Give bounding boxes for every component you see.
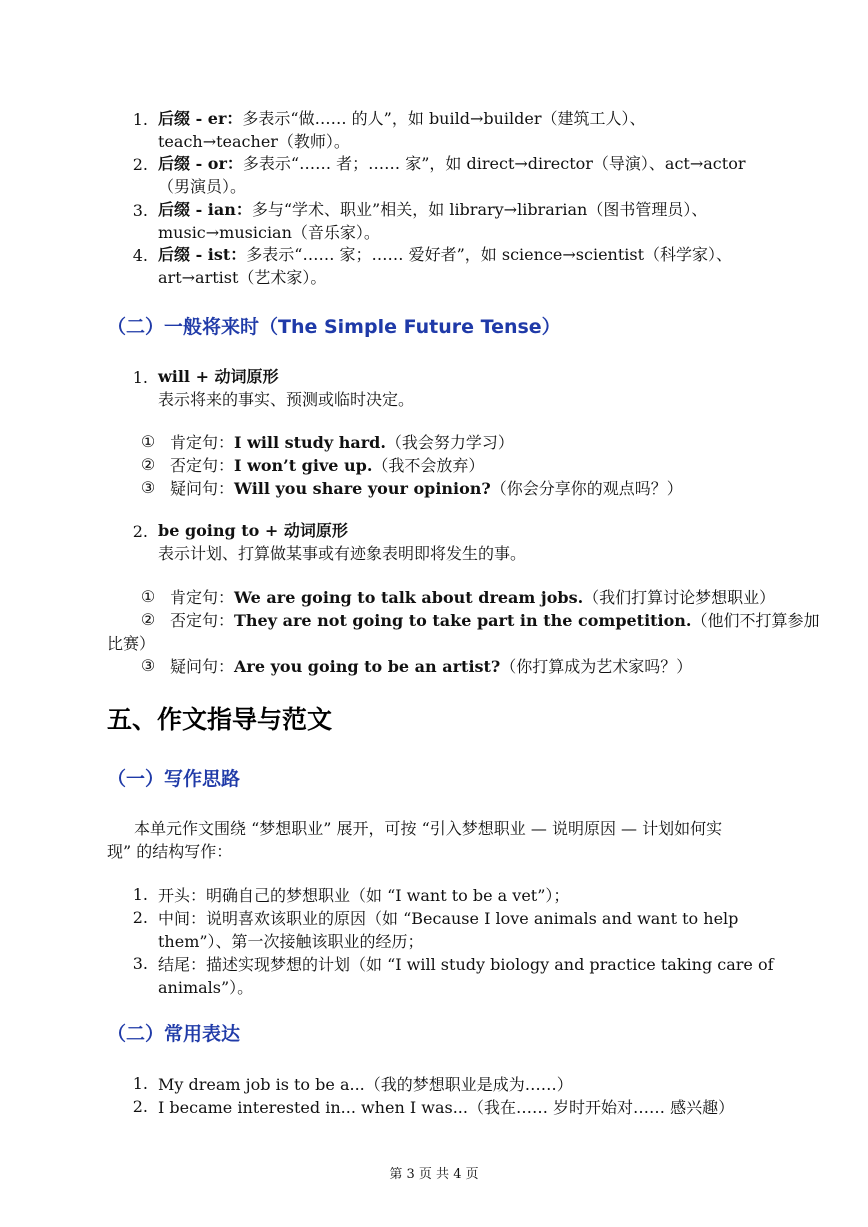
example-chinese: （我们打算讨论梦想职业） [583, 588, 776, 607]
sentence-type: 疑问句： [170, 657, 235, 676]
suffix-item-er [158, 108, 764, 130]
suffix-label: 后缀 - er： [158, 109, 243, 128]
suffix-item-ist [158, 244, 732, 266]
writing-step-middle: 中间：说明喜欢该职业的原因（如 “Because I love animals and want to help [158, 909, 739, 928]
example-english: I won’t give up. [234, 456, 373, 475]
writing-approach-heading: （一）写作思路 [107, 768, 241, 790]
suffix-label: 后缀 - ian： [158, 200, 252, 219]
list-number: 2. [132, 155, 148, 174]
suffix-desc: 多表示“…… 家；…… 爱好者”，如 science→scientist（科学家）、 [246, 245, 733, 264]
example-chinese: （我不会放弃） [372, 456, 485, 475]
common-expressions-heading: （二）常用表达 [107, 1023, 241, 1045]
suffix-desc-cont: art→artist（艺术家）。 [158, 268, 327, 287]
example-english: They are not going to take part in the competition. [234, 611, 692, 630]
list-number: 4. [132, 246, 148, 265]
sentence-type: 否定句： [170, 611, 235, 630]
writing-step-middle-cont: them”）、第一次接触该职业的经历； [158, 932, 424, 951]
example-marker: ① [140, 587, 156, 606]
writing-intro-cont: 现” 的结构写作： [107, 842, 233, 861]
page-footer: 第 3 页 共 4 页 [389, 1167, 479, 1182]
example-marker: ③ [140, 656, 156, 675]
section-five-heading: 五、作文指导与范文 [107, 705, 333, 734]
suffix-label: 后缀 - or： [158, 154, 243, 173]
sentence-type: 否定句： [170, 456, 235, 475]
sentence-type: 肯定句： [170, 588, 235, 607]
going-title: be going to + 动词原形 [158, 521, 348, 540]
list-number: 1. [132, 368, 148, 387]
suffix-desc: 多与“学术、职业”相关，如 library→librarian（图书管理员）、 [251, 200, 708, 219]
example-english: I will study hard. [234, 433, 386, 452]
list-number: 2. [132, 522, 148, 541]
sentence-type: 肯定句： [170, 433, 235, 452]
suffix-desc-cont: teach→teacher（教师）。 [158, 132, 350, 151]
example-chinese: （我会努力学习） [385, 433, 514, 452]
suffix-item-ian [158, 199, 707, 221]
example-chinese: （他们不打算参加 [691, 611, 820, 630]
writing-intro: 本单元作文围绕 “梦想职业” 展开，可按 “引入梦想职业 — 说明原因 — 计划如何实 [134, 819, 723, 838]
example-english: We are going to talk about dream jobs. [234, 588, 584, 607]
example-chinese: （你打算成为艺术家吗？） [500, 657, 693, 676]
example-line [170, 587, 775, 609]
example-english: Will you share your opinion? [234, 479, 491, 498]
suffix-desc: 多表示“…… 者；…… 家”，如 direct→director（导演）、act→actor [242, 154, 746, 173]
example-line [170, 478, 683, 500]
writing-step-opening: 开头：明确自己的梦想职业（如 “I want to be a vet”）； [158, 886, 570, 905]
expression-item: I became interested in... when I was...（我在…… 岁时开始对…… 感兴趣） [158, 1098, 735, 1117]
writing-step-ending: 结尾：描述实现梦想的计划（如 “I will study biology and practice taking care of [158, 955, 774, 974]
list-number: 2. [132, 1097, 148, 1116]
suffix-desc-cont: （男演员）。 [158, 177, 247, 196]
suffix-label: 后缀 - ist： [158, 245, 247, 264]
list-number: 3. [132, 201, 148, 220]
writing-step-ending-cont: animals”）。 [158, 978, 254, 997]
example-marker: ② [140, 455, 156, 474]
example-marker: ② [140, 610, 156, 629]
example-marker: ③ [140, 478, 156, 497]
future-tense-heading: （二）一般将来时（The Simple Future Tense） [107, 316, 561, 338]
list-number: 2. [132, 908, 148, 927]
suffix-item-or [158, 153, 745, 175]
list-number: 1. [132, 110, 148, 129]
example-marker: ① [140, 432, 156, 451]
list-number: 1. [132, 885, 148, 904]
expression-item: My dream job is to be a...（我的梦想职业是成为……） [158, 1075, 573, 1094]
example-line [170, 610, 820, 632]
list-number: 1. [132, 1074, 148, 1093]
example-chinese-cont: 比赛） [107, 634, 156, 653]
example-line [170, 455, 484, 477]
example-line [170, 656, 692, 678]
example-line [170, 432, 514, 454]
will-desc: 表示将来的事实、预测或临时决定。 [158, 390, 415, 409]
going-desc: 表示计划、打算做某事或有迹象表明即将发生的事。 [158, 544, 527, 563]
suffix-desc: 多表示“做…… 的人”，如 build→builder（建筑工人）、 [242, 109, 646, 128]
list-number: 3. [132, 954, 148, 973]
example-chinese: （你会分享你的观点吗？） [490, 479, 683, 498]
suffix-desc-cont: music→musician（音乐家）。 [158, 223, 380, 242]
will-title: will + 动词原形 [158, 367, 279, 386]
example-english: Are you going to be an artist? [234, 657, 501, 676]
sentence-type: 疑问句： [170, 479, 235, 498]
